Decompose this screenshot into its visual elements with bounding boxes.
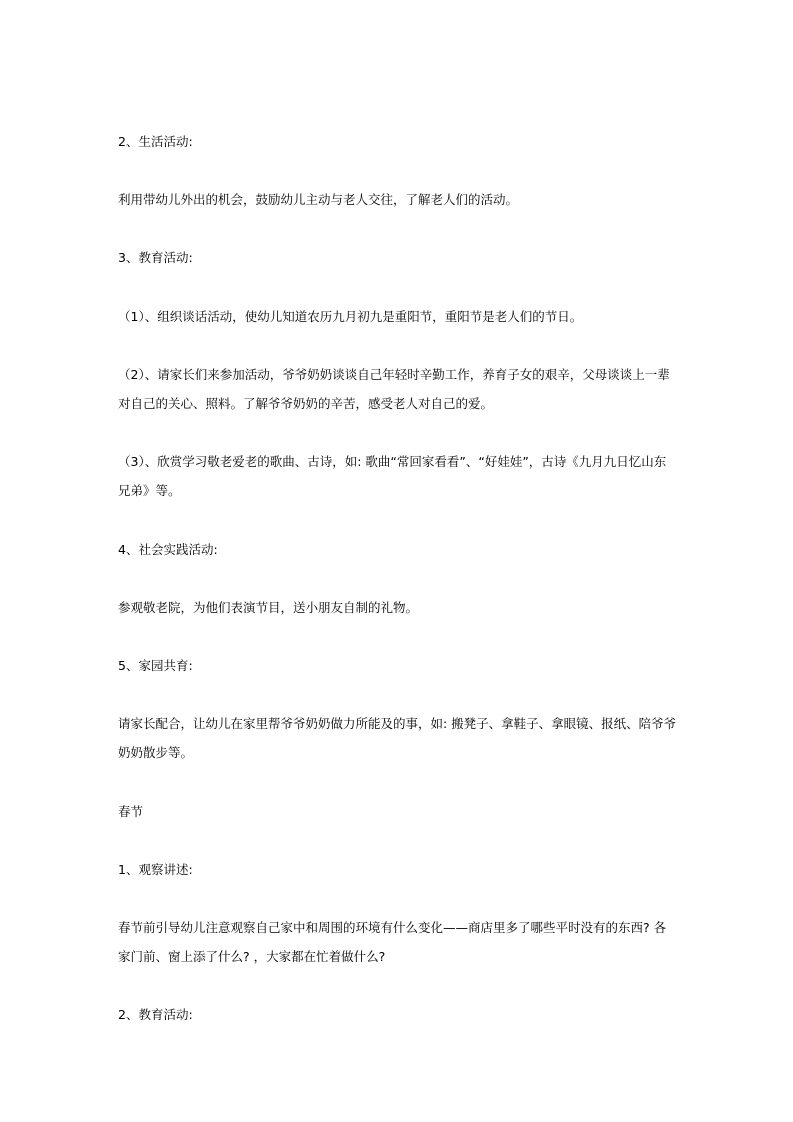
paragraph-parents-activity: （2）、请家长们来参加活动，爷爷奶奶谈谈自己年轻时辛勤工作，养育子女的艰辛，父母谈谈上一辈对自己的关心、照料。了解爷爷奶奶的辛苦，感受老人对自己的爱。 [118, 367, 670, 411]
section-heading-observe-narrate: 1、观察讲述: [118, 862, 193, 877]
paragraph-home-help: 请家长配合，让幼儿在家里帮爷爷奶奶做力所能及的事，如: 搬凳子、拿鞋子、拿眼镜、报纸、陪爷爷奶奶散步等。 [118, 716, 677, 760]
section-title-spring-festival: 春节 [118, 804, 144, 819]
section-heading-home-school: 5、家园共育: [118, 658, 193, 673]
section-heading-education-activity-2: 2、教育活动: [118, 1007, 193, 1022]
paragraph-talk-activity: （1）、组织谈话活动，使幼儿知道农历九月初九是重阳节，重阳节是老人们的节日。 [118, 309, 583, 324]
paragraph-observe-changes: 春节前引导幼儿注意观察自己家中和周围的环境有什么变化——商店里多了哪些平时没有的东西? 各家门前、窗上添了什么? ，大家都在忙着做什么? [118, 920, 667, 964]
section-heading-education-activity: 3、教育活动: [118, 250, 193, 265]
paragraph-life-activity: 利用带幼儿外出的机会，鼓励幼儿主动与老人交往，了解老人们的活动。 [118, 192, 519, 207]
paragraph-nursing-home-visit: 参观敬老院，为他们表演节目，送小朋友自制的礼物。 [118, 600, 419, 615]
section-heading-social-practice: 4、社会实践活动: [118, 542, 218, 557]
section-heading-life-activity: 2、生活活动: [118, 134, 193, 149]
paragraph-songs-poems: （3）、欣赏学习敬老爱老的歌曲、古诗，如: 歌曲“常回家看看”、“好娃娃”，古诗《九月九日忆山东兄弟》等。 [118, 454, 667, 498]
